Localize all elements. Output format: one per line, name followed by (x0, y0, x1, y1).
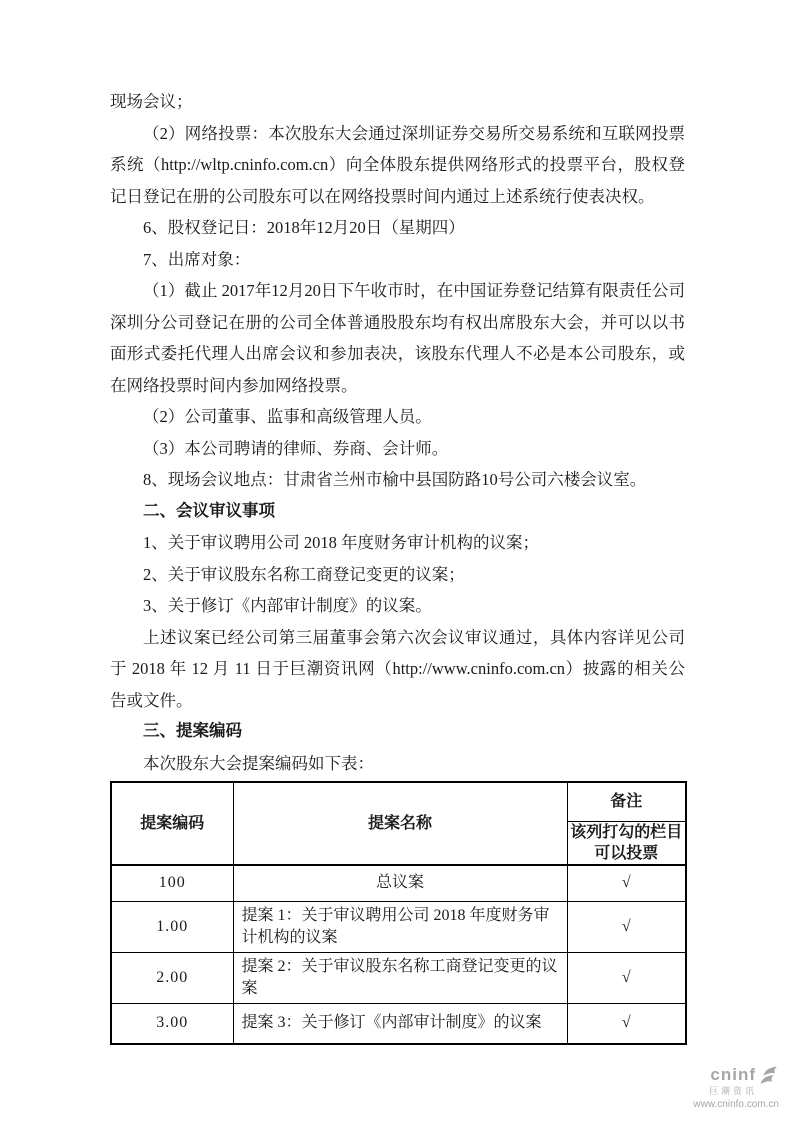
vote-checkmark: √ (567, 865, 686, 902)
proposal-name: 总议案 (233, 865, 567, 902)
vote-checkmark: √ (567, 953, 686, 1004)
paragraph-attendees-1: （1）截止 2017年12月20日下午收市时，在中国证券登记结算有限责任公司深圳分公司登记在册的公司全体普通股股东均有权出席股东大会，并可以以书面形式委托代理人出席会议和参加表决，该股东代理人不必是本公司股东，或在网络投票时间内参加网络投票。 (110, 281, 685, 395)
col-header-proposal-code: 提案编码 (111, 782, 233, 865)
proposal-name: 提案 1：关于审议聘用公司 2018 年度财务审计机构的议案 (233, 902, 567, 953)
proposal-code: 2.00 (111, 953, 233, 1004)
paragraph-meeting-onsite: 现场会议； (110, 92, 193, 111)
table-row-proposal-1 (111, 902, 686, 953)
col-header-proposal-name: 提案名称 (233, 782, 567, 865)
section-heading-proposal-codes: 三、提案编码 (143, 722, 242, 740)
paragraph-meeting-location: 8、现场会议地点：甘肃省兰州市榆中县国防路10号公司六楼会议室。 (143, 470, 647, 489)
cninfo-logo-chinese: 巨潮资讯 (708, 1086, 757, 1097)
paragraph-table-intro: 本次股东大会提案编码如下表： (143, 753, 374, 773)
paragraph-proposal-2: 2、关于审议股东名称工商登记变更的议案； (143, 564, 465, 584)
paragraph-attendees-2: （2）公司董事、监事和高级管理人员。 (143, 407, 432, 426)
col-header-remark-note: 该列打勾的栏目可以投票 (567, 821, 686, 865)
col-header-remark: 备注 (567, 782, 686, 821)
proposal-code: 100 (111, 865, 233, 902)
paragraph-attendees-3: （3）本公司聘请的律师、券商、会计师。 (143, 438, 449, 458)
paragraph-proposal-1: 1、关于审议聘用公司 2018 年度财务审计机构的议案； (143, 533, 539, 552)
table-row-proposal-3 (111, 1004, 686, 1044)
cninfo-logo-url: www.cninfo.com.cn (693, 1099, 779, 1110)
section-heading-review-items: 二、会议审议事项 (143, 501, 275, 520)
proposal-code: 1.00 (111, 902, 233, 953)
proposal-code: 3.00 (111, 1004, 233, 1044)
vote-checkmark: √ (567, 1004, 686, 1044)
table-row-general-proposal (111, 865, 686, 902)
paragraph-board-approval: 上述议案已经公司第三届董事会第六次会议审议通过，具体内容详见公司于 2018 年 12 月 11 日于巨潮资讯网（http://www.cninfo.com.cn）披露的相关公告或文件。 (110, 627, 685, 710)
paragraph-online-voting: （2）网络投票：本次股东大会通过深圳证券交易所交易系统和互联网投票系统（http://wltp.cninfo.com.cn）向全体股东提供网络形式的投票平台，股权登记日登记在册的公司股东可以在网络投票时间内通过上述系统行使表决权。 (110, 123, 685, 206)
table-row-proposal-2 (111, 953, 686, 1004)
proposal-name: 提案 2：关于审议股东名称工商登记变更的议案 (233, 953, 567, 1004)
cninfo-logo (693, 1065, 779, 1110)
paragraph-record-date: 6、股权登记日：2018年12月20日（星期四） (143, 218, 465, 237)
paragraph-attendees-title: 7、出席对象： (143, 249, 251, 269)
proposal-name: 提案 3：关于修订《内部审计制度》的议案 (233, 1004, 567, 1044)
vote-checkmark: √ (567, 902, 686, 953)
cninfo-logo-text: cninf (710, 1065, 756, 1085)
cninfo-swirl-icon (758, 1065, 779, 1086)
proposal-code-table (110, 781, 687, 1045)
paragraph-proposal-3: 3、关于修订《内部审计制度》的议案。 (143, 596, 432, 615)
